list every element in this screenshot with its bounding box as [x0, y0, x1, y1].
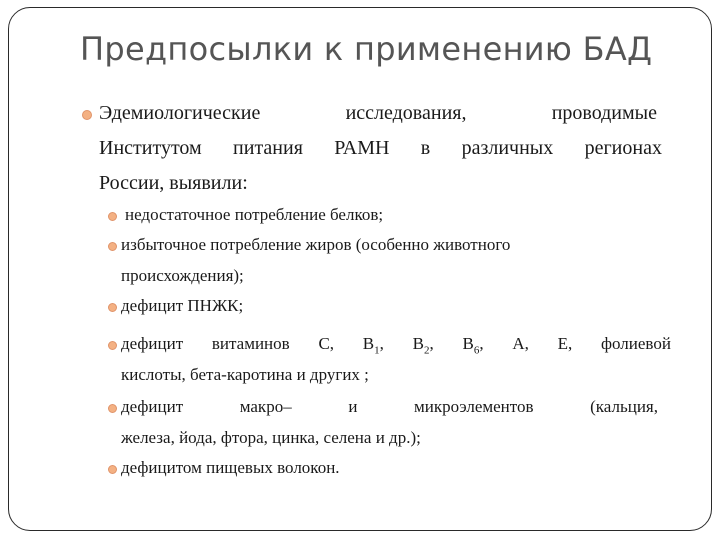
intro-word: Эдемиологические — [99, 102, 261, 124]
intro-line-1 — [99, 102, 657, 125]
item-word: витаминов — [211, 334, 290, 353]
item-word: Е, — [557, 334, 573, 353]
intro-word: проводимые — [551, 102, 657, 124]
bullet-icon — [82, 110, 92, 120]
intro-line-2 — [99, 137, 662, 160]
list-item-vitamins-line-2: кислоты, бета-каротина и других ; — [121, 365, 369, 384]
item-word: С, — [318, 334, 335, 353]
item-word: А, — [512, 334, 529, 353]
list-item-protein: недостаточное потребление белков; — [125, 205, 384, 224]
list-item-vitamins-line-1 — [121, 334, 671, 357]
list-item-fiber: дефицитом пищевых волокон. — [121, 458, 340, 477]
item-word: макро– — [239, 397, 292, 416]
item-word: микроэлементов — [414, 397, 534, 416]
intro-word: питания — [233, 137, 303, 159]
item-word: дефицит — [121, 397, 184, 416]
slide-frame — [8, 7, 712, 531]
intro-word: РАМН — [334, 137, 390, 159]
item-word: дефицит — [121, 334, 184, 353]
intro-word: исследования, — [345, 102, 467, 124]
intro-word: различных — [461, 137, 554, 159]
item-word: (кальция, — [590, 397, 658, 416]
intro-line-3: России, выявили: — [99, 172, 248, 194]
intro-word: регионах — [584, 137, 662, 159]
vitamin-b6: $В_6$, — [462, 334, 484, 357]
vitamin-b2: $В_2$, — [412, 334, 434, 357]
bullet-icon — [108, 404, 117, 413]
vitamin-b1: $В_1$, — [362, 334, 384, 357]
list-item-pufa: дефицит ПНЖК; — [121, 296, 244, 315]
bullet-icon — [108, 341, 117, 350]
item-word: и — [348, 397, 358, 416]
bullet-icon — [108, 242, 117, 251]
bullet-icon — [108, 303, 117, 312]
list-item-fats-line-1: избыточное потребление жиров (особенно животного — [121, 235, 511, 254]
bullet-icon — [108, 212, 117, 221]
list-item-minerals-line-1 — [121, 397, 658, 417]
intro-word: Институтом — [99, 137, 202, 159]
list-item-minerals-line-2: железа, йода, фтора, цинка, селена и др.); — [121, 428, 421, 447]
intro-word: в — [420, 137, 431, 159]
item-word: фолиевой — [600, 334, 671, 353]
list-item-fats-line-2: происхождения); — [121, 266, 244, 285]
bullet-icon — [108, 465, 117, 474]
slide-title: Предпосылки к применению БАД — [80, 30, 653, 68]
